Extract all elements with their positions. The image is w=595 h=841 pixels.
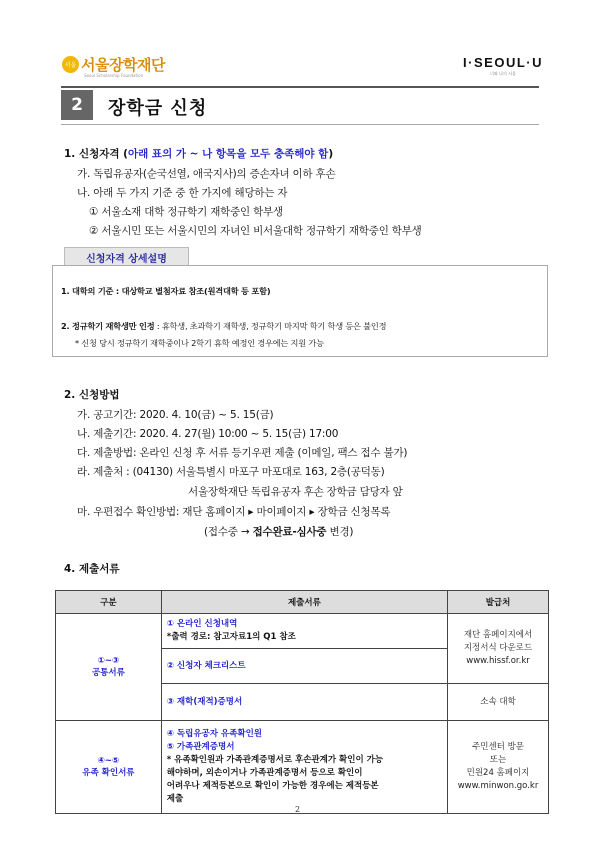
- group-common-number: ①~③: [97, 656, 120, 666]
- issuer-foundation-site: [448, 614, 549, 684]
- eligibility-heading: [64, 146, 333, 161]
- method-da: 다. 제출방법: 온라인 신청 후 서류 등기우편 제출 (이메일, 팩스 접수 불가): [77, 447, 408, 459]
- method-ma-2-prefix: (접수중 →: [204, 526, 253, 538]
- eligibility-sub-1: ① 서울소재 대학 정규학기 재학중인 학부생: [89, 206, 283, 218]
- method-ma-2-suffix: 변경): [326, 526, 354, 538]
- group-family-docs: [56, 721, 162, 814]
- doc-family-confirmation: [161, 721, 447, 814]
- doc-family-note-line: 해야하며, 외손이거나 가족관계증명서 등으로 확인이: [166, 768, 363, 778]
- doc-online-application-title: ① 온라인 신청내역: [166, 619, 238, 629]
- group-family-number: ④~⑤: [97, 756, 120, 766]
- group-common-label: 공통서류: [91, 668, 125, 678]
- method-ma: 마. 우편접수 확인방법: 재단 홈페이지 ▸ 마이페이지 ▸ 장학금 신청목록: [77, 506, 391, 518]
- section-title: 장학금 신청: [108, 98, 208, 119]
- doc-online-application-note: *출력 경로: 참고자료1의 Q1 참조: [166, 632, 296, 642]
- doc-family-relation-title: ⑤ 가족관계증명서: [166, 742, 235, 752]
- iseoulu-text: I·SEOUL·U: [463, 55, 543, 70]
- eligibility-heading-highlight: 아래 표의 가 ~ 나 항목을 모두 충족해야 함: [127, 148, 329, 160]
- method-na: 나. 제출기간: 2020. 4. 27(월) 10:00 ~ 5. 15(금) 17:00: [77, 428, 339, 440]
- method-ma-2-bold: 접수완료-심사중: [252, 526, 327, 538]
- doc-enrollment-cert-title: ③ 재학(재적)증명서: [166, 696, 243, 707]
- foundation-logo: [62, 50, 165, 78]
- doc-family-note-line: 어려우나 제적등본으로 확인이 가능한 경우에는 제적등본: [166, 781, 379, 791]
- detail-line-3: * 신청 당시 정규학기 재학중이나 2학기 휴학 예정인 경우에는 지원 가능: [75, 338, 324, 348]
- page-number: 2: [294, 805, 301, 814]
- documents-heading: 4. 제출서류: [64, 563, 120, 575]
- issuer-university: 소속 대학: [448, 684, 549, 721]
- logo-subtext: Seoul Scholarship Foundation: [84, 73, 144, 78]
- section-number: 2: [61, 90, 93, 120]
- documents-table: [55, 590, 549, 814]
- issuer-line: 또는: [489, 755, 507, 765]
- col-header-category: 구분: [56, 591, 162, 614]
- group-common-docs: [56, 614, 162, 721]
- issuer-line: 민원24 홈페이지: [466, 768, 530, 778]
- eligibility-item-ga: 가. 독립유공자(순국선열, 애국지사)의 증손자녀 이하 후손: [77, 168, 336, 180]
- iseoulu-logo: [463, 55, 543, 77]
- method-ga: 가. 공고기간: 2020. 4. 10(금) ~ 5. 15(금): [77, 409, 274, 421]
- eligibility-detail-box: [52, 265, 548, 357]
- eligibility-heading-suffix: ): [328, 148, 334, 160]
- method-ma-2: [204, 524, 353, 539]
- doc-checklist-title: ② 신청자 체크리스트: [166, 660, 246, 671]
- method-ra-2: 서울장학재단 독립유공자 후손 장학금 담당자 앞: [188, 486, 403, 498]
- table-header-row: [56, 591, 549, 614]
- table-row: [56, 614, 549, 649]
- detail-line-2-label: 2. 정규학기 재학생만 인정: [61, 321, 155, 331]
- detail-line-2-text: : 휴학생, 초과학기 재학생, 정규학기 마지막 학기 학생 등은 불인정: [154, 321, 387, 331]
- table-row: [56, 721, 549, 814]
- method-heading: 2. 신청방법: [64, 389, 120, 401]
- eligibility-sub-2: ② 서울시민 또는 서울시민의 자녀인 비서울대학 정규학기 재학중인 학부생: [89, 225, 422, 237]
- doc-family-note-line: * 유족확인원과 가족관계증명서로 후손관계가 확인이 가능: [166, 755, 384, 765]
- col-header-issuer: 발급처: [448, 591, 549, 614]
- doc-online-application: [161, 614, 447, 649]
- issuer-line: www.hissf.or.kr: [466, 656, 530, 666]
- logo-text: 서울장학재단: [81, 55, 165, 74]
- issuer-line: 재단 홈페이지에서: [463, 630, 533, 640]
- group-family-label: 유족 확인서류: [82, 768, 135, 778]
- iseoulu-subtext: 너와 나의 서울: [490, 71, 516, 76]
- logo-badge: 서울: [62, 56, 79, 73]
- col-header-documents: 제출서류: [161, 591, 447, 614]
- issuer-line: 주민센터 방문: [472, 742, 524, 752]
- method-ra: 라. 제출처 : (04130) 서울특별시 마포구 마포대로 163, 2층(공덕동): [77, 466, 385, 478]
- detail-tab-label: 신청자격 상세설명: [64, 247, 189, 266]
- eligibility-heading-prefix: 1. 신청자격 (: [64, 148, 128, 160]
- doc-family-note-line: 제출: [166, 794, 184, 804]
- detail-line-1: 1. 대학의 기준 : 대상학교 별첨자료 참조(원격대학 등 포함): [61, 286, 271, 296]
- doc-descendant-cert-title: ④ 독립유공자 유족확인원: [166, 729, 262, 739]
- detail-line-2: [61, 321, 386, 332]
- doc-enrollment-cert: [161, 684, 447, 721]
- issuer-line: 지정서식 다운로드: [463, 643, 533, 653]
- issuer-community-center: [448, 721, 549, 814]
- issuer-line: www.minwon.go.kr: [457, 781, 539, 791]
- doc-checklist: [161, 649, 447, 684]
- eligibility-item-na: 나. 아래 두 가지 기준 중 한 가지에 해당하는 자: [77, 187, 288, 199]
- section-title-bar: [61, 86, 539, 125]
